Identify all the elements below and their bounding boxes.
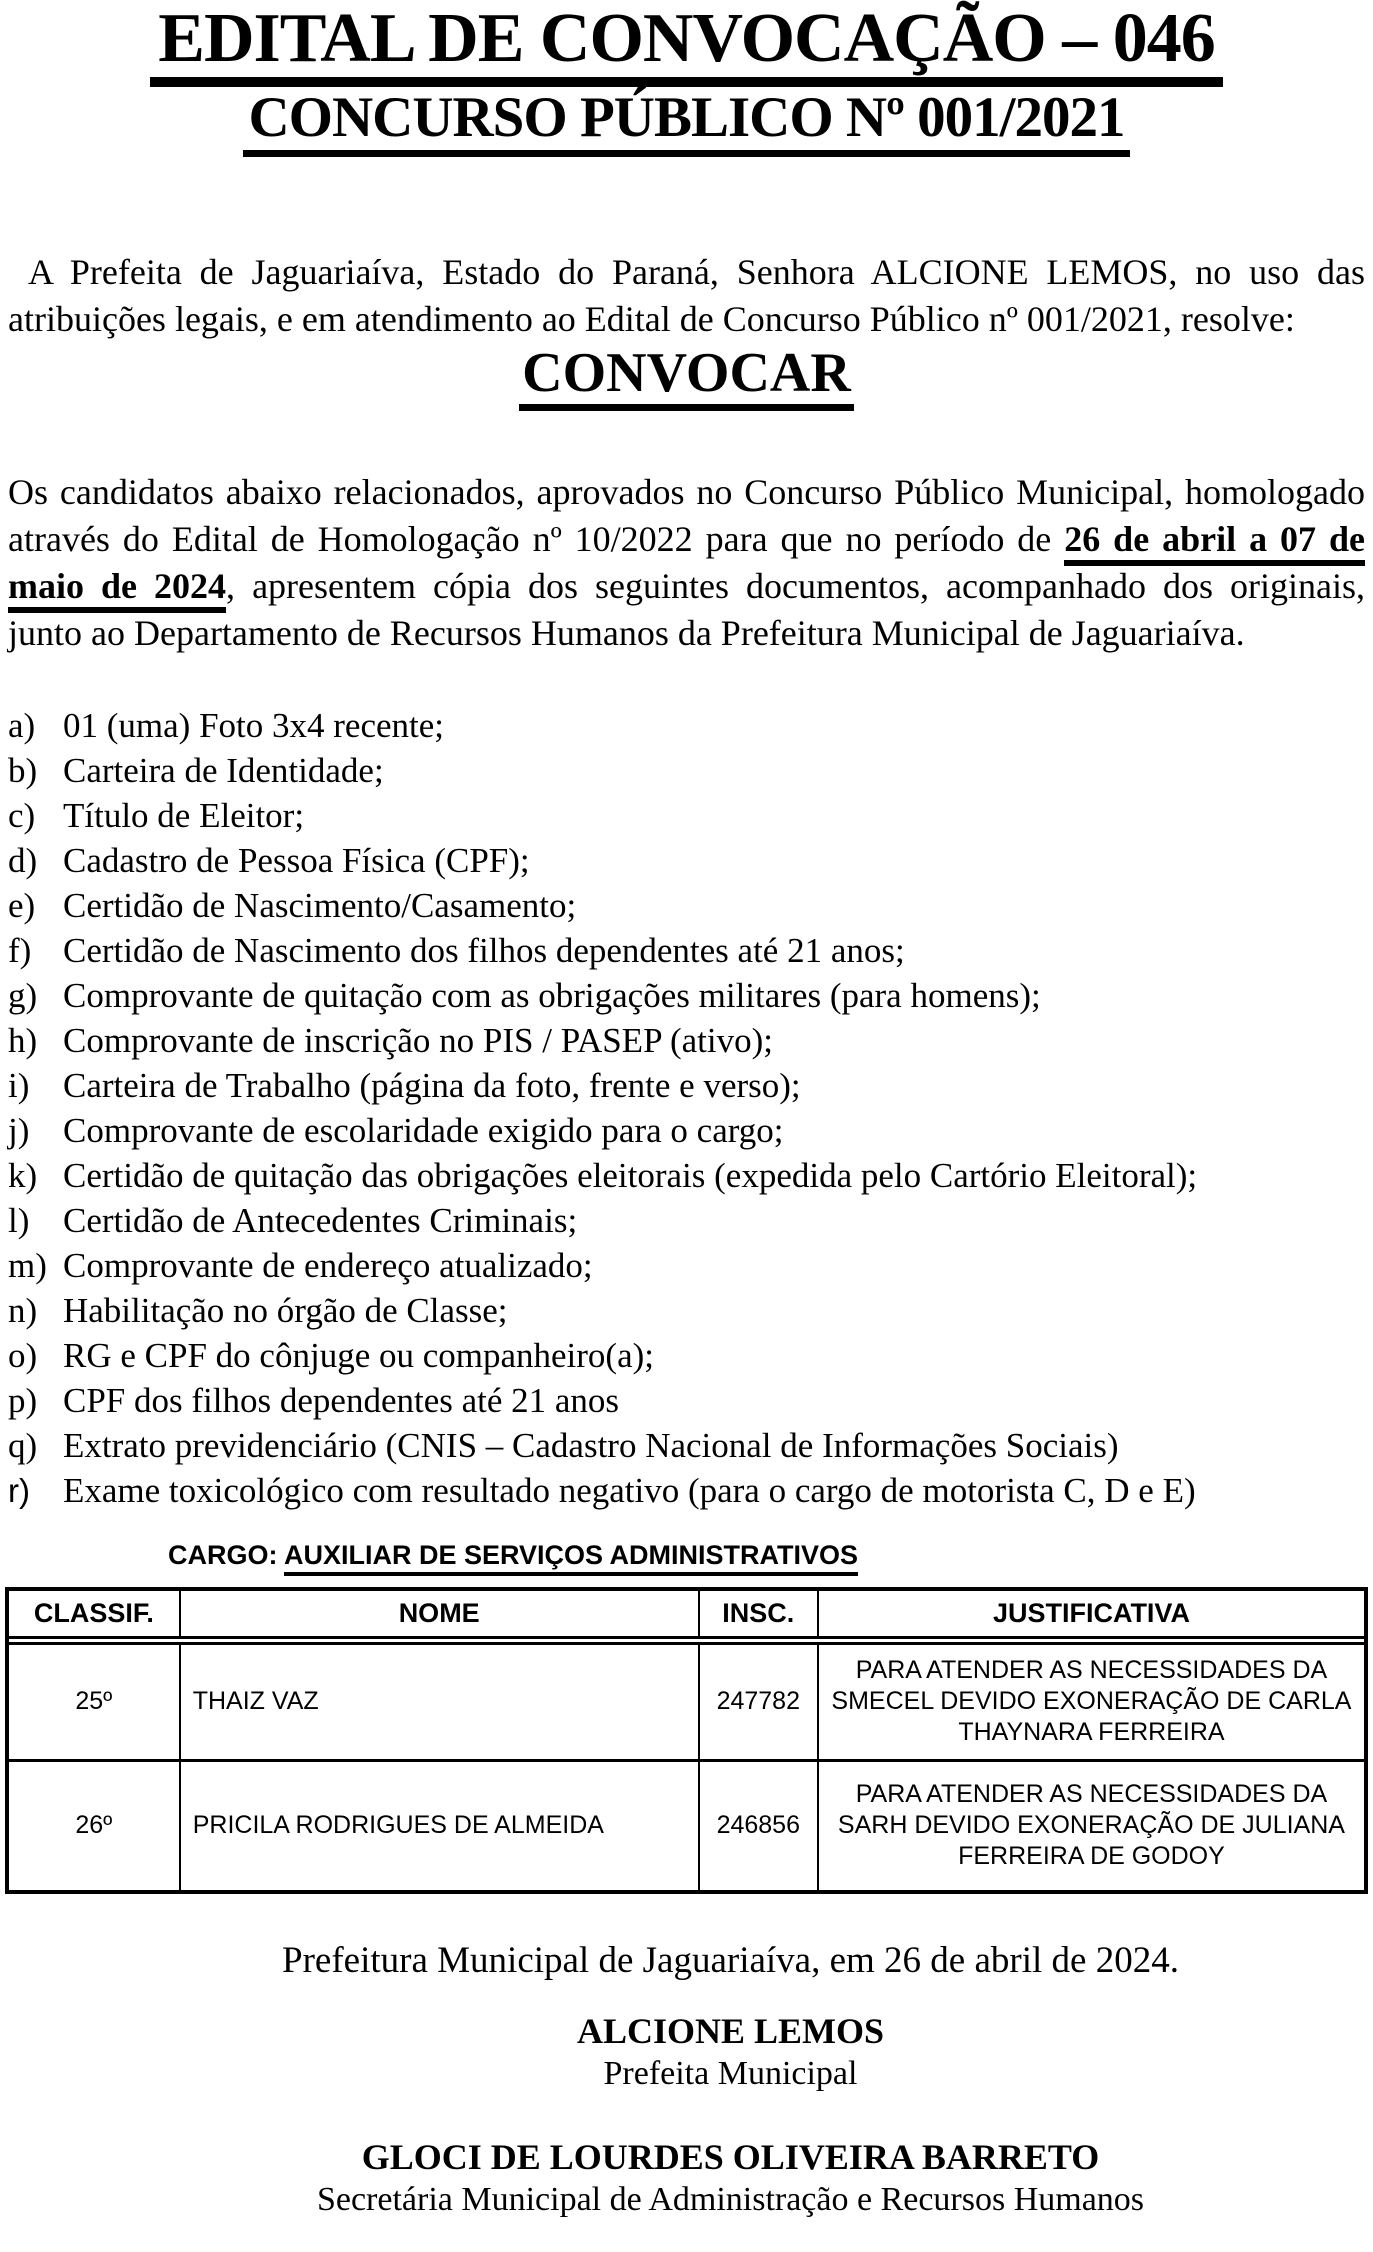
document-title xyxy=(0,0,1373,87)
list-item xyxy=(8,1243,1365,1288)
list-item-label: f) xyxy=(8,930,32,970)
intro-paragraph: A Prefeita de Jaguariaíva, Estado do Paraná, Senhora ALCIONE LEMOS, no uso das atribuições legais, e em atendimento ao Edital de Concurso Público nº 001/2021, resolve: xyxy=(8,251,1365,339)
list-item-text: Carteira de Identidade; xyxy=(63,750,384,790)
cell-justificativa: PARA ATENDER AS NECESSIDADES DA SARH DEVIDO EXONERAÇÃO DE JULIANA FERREIRA DE GODOY xyxy=(818,1760,1364,1890)
table-row xyxy=(9,1760,1364,1890)
document-subtitle-text: CONCURSO PÚBLICO Nº 001/2021 xyxy=(243,92,1131,157)
list-item-label: n) xyxy=(8,1290,38,1330)
list-item xyxy=(8,1108,1365,1153)
document-title-text: EDITAL DE CONVOCAÇÃO – 046 xyxy=(150,6,1222,87)
list-item-text: CPF dos filhos dependentes até 21 anos xyxy=(63,1380,620,1420)
list-item-text: Certidão de Nascimento dos filhos dependentes até 21 anos; xyxy=(63,930,905,970)
convocation-table xyxy=(5,1587,1368,1894)
list-item xyxy=(8,1468,1365,1513)
list-item-text: 01 (uma) Foto 3x4 recente; xyxy=(63,705,445,745)
signature-secretary-role: Secretária Municipal de Administração e Recursos Humanos xyxy=(316,2180,1145,2218)
list-item-label: h) xyxy=(8,1020,38,1060)
cell-insc: 246856 xyxy=(699,1760,818,1890)
cell-nome: PRICILA RODRIGUES DE ALMEIDA xyxy=(180,1760,699,1890)
list-item xyxy=(8,793,1365,838)
list-item-text: Comprovante de inscrição no PIS / PASEP (ativo); xyxy=(63,1020,773,1060)
list-item xyxy=(8,928,1365,973)
header-classif: CLASSIF. xyxy=(9,1591,180,1641)
header-insc: INSC. xyxy=(699,1591,818,1641)
list-item xyxy=(8,838,1365,883)
signature-secretary xyxy=(88,2136,1373,2220)
list-item-label: m) xyxy=(8,1245,47,1285)
list-item xyxy=(8,703,1365,748)
cell-classif: 26º xyxy=(75,1811,113,1840)
cargo-line xyxy=(168,1539,1373,1571)
convocation-period-highlight: 26 de abril a 07 de maio de 2024 xyxy=(8,519,1365,613)
cargo-prefix: CARGO: xyxy=(168,1539,284,1570)
cell-justificativa: PARA ATENDER AS NECESSIDADES DA SMECEL DEVIDO EXONERAÇÃO DE CARLA THAYNARA FERREIRA xyxy=(818,1640,1364,1760)
signature-mayor xyxy=(88,2010,1373,2094)
list-item xyxy=(8,1288,1365,1333)
signature-secretary-name: GLOCI DE LOURDES OLIVEIRA BARRETO xyxy=(361,2136,1100,2177)
list-item-label: a) xyxy=(8,705,36,745)
list-item-text: Certidão de Antecedentes Criminais; xyxy=(63,1200,578,1240)
table-header-row xyxy=(9,1591,1364,1641)
list-item-text: Comprovante de escolaridade exigido para o cargo; xyxy=(63,1110,784,1150)
list-item-label: q) xyxy=(8,1425,38,1465)
list-item-label: o) xyxy=(8,1335,38,1375)
list-item xyxy=(8,748,1365,793)
list-item-text: Cadastro de Pessoa Física (CPF); xyxy=(63,840,530,880)
list-item xyxy=(8,973,1365,1018)
list-item-label: j) xyxy=(8,1110,30,1150)
list-item xyxy=(8,1063,1365,1108)
signature-mayor-name: ALCIONE LEMOS xyxy=(576,2010,885,2051)
cell-nome: THAIZ VAZ xyxy=(180,1640,699,1760)
list-item-label: b) xyxy=(8,750,38,790)
list-item xyxy=(8,1018,1365,1063)
list-item xyxy=(8,883,1365,928)
cell-classif: 25º xyxy=(9,1640,180,1760)
date-line: Prefeitura Municipal de Jaguariaíva, em 26 de abril de 2024. xyxy=(282,1939,1179,1981)
list-item-text: Certidão de quitação das obrigações eleitorais (expedida pelo Cartório Eleitoral); xyxy=(63,1155,1198,1195)
list-item xyxy=(8,1333,1365,1378)
list-item-text: Comprovante de quitação com as obrigações militares (para homens); xyxy=(63,975,1041,1015)
convocar-heading-text: CONVOCAR xyxy=(519,345,854,411)
convocar-heading xyxy=(0,341,1373,411)
list-item-label: d) xyxy=(8,840,38,880)
list-item-label: k) xyxy=(8,1155,38,1195)
list-item-label: r) xyxy=(8,1471,30,1509)
table-row xyxy=(9,1640,1364,1760)
list-item-text: Comprovante de endereço atualizado; xyxy=(63,1245,593,1285)
list-item xyxy=(8,1153,1365,1198)
convocation-text-after: , apresentem cópia dos seguintes documentos, acompanhado dos originais, junto ao Departamento de Recursos Humanos da Prefeitura Municipal de Jaguariaíva. xyxy=(8,565,1365,653)
list-item-label: g) xyxy=(8,975,38,1015)
list-item-label: e) xyxy=(8,885,36,925)
title-block xyxy=(0,0,1373,157)
document-subtitle xyxy=(0,85,1373,157)
list-item-label: p) xyxy=(8,1380,38,1420)
convocation-paragraph xyxy=(8,469,1365,657)
list-item-text: Título de Eleitor; xyxy=(63,795,305,835)
closing-block xyxy=(0,1938,1373,2220)
list-item-label: i) xyxy=(8,1065,30,1105)
required-documents-list xyxy=(8,703,1365,1513)
cell-insc: 247782 xyxy=(699,1640,818,1760)
header-nome: NOME xyxy=(180,1591,699,1641)
list-item-text: RG e CPF do cônjuge ou companheiro(a); xyxy=(63,1335,655,1375)
list-item xyxy=(8,1378,1365,1423)
list-item-text: Carteira de Trabalho (página da foto, frente e verso); xyxy=(63,1065,801,1105)
list-item-text: Exame toxicológico com resultado negativo (para o cargo de motorista C, D e E) xyxy=(63,1470,1196,1510)
list-item-label: l) xyxy=(8,1200,30,1240)
signature-mayor-role: Prefeita Municipal xyxy=(603,2054,858,2092)
list-item-text: Extrato previdenciário (CNIS – Cadastro Nacional de Informações Sociais) xyxy=(63,1425,1119,1465)
list-item xyxy=(8,1423,1365,1468)
list-item-text: Certidão de Nascimento/Casamento; xyxy=(63,885,577,925)
cargo-value: AUXILIAR DE SERVIÇOS ADMINISTRATIVOS xyxy=(284,1540,858,1576)
list-item-label: c) xyxy=(8,795,36,835)
header-justificativa: JUSTIFICATIVA xyxy=(818,1591,1364,1641)
convocation-text-before: Os candidatos abaixo relacionados, aprovados no Concurso Público Municipal, homologado através do Edital de Homologação nº 10/2022 para que no período de xyxy=(8,471,1365,559)
list-item-text: Habilitação no órgão de Classe; xyxy=(63,1290,508,1330)
list-item xyxy=(8,1198,1365,1243)
